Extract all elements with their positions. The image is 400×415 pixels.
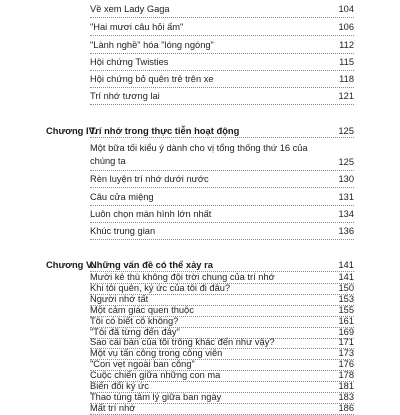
toc-entry-page: 136 (338, 226, 354, 236)
toc-entry-page: 130 (338, 174, 354, 184)
toc-entry-page: 153 (338, 293, 354, 304)
toc-entry-page: 104 (338, 4, 354, 14)
toc-entry[interactable] (90, 190, 354, 206)
chapter-title: Những vấn đề có thể xảy ra (90, 259, 213, 270)
toc-entry-title: Câu cửa miệng (90, 192, 154, 202)
toc-entry-page: 171 (338, 337, 354, 348)
toc-entry-title: Trí nhớ tương lai (90, 91, 160, 101)
toc-entry-title: Rèn luyện trí nhớ dưới nước (90, 174, 209, 184)
toc-entry-page: 106 (338, 22, 354, 32)
toc-entry-title: "Con vẹt ngoài ban công" (90, 359, 195, 370)
toc-entry-page: 112 (339, 40, 354, 50)
toc-entry-title: Một cảm giác quen thuộc (90, 304, 194, 315)
toc-entry-page: 121 (338, 91, 354, 101)
toc-entry-page: 181 (338, 381, 354, 391)
toc-entry-page: 150 (338, 282, 354, 293)
toc-entry-title: Một vụ tấn công trong công viên (90, 348, 223, 359)
toc-entry[interactable] (90, 2, 354, 18)
toc-entry-page: 183 (338, 391, 354, 402)
toc-entry-title: Thao túng tâm lý giữa ban ngày (90, 391, 222, 402)
toc-entry-title: "Lành nghề" hóa "lóng ngóng" (90, 40, 214, 50)
chapter-page: 125 (338, 125, 354, 136)
toc-entry-page: 173 (338, 348, 354, 359)
toc-entry-title: Biến đổi ký ức (90, 381, 149, 391)
toc-entry[interactable] (90, 224, 354, 240)
toc-entry-title: Khi tôi quên, ký ức của tôi đi đâu? (90, 282, 231, 293)
toc-entry-page: 155 (338, 304, 354, 315)
toc-entry-page: 161 (338, 315, 354, 326)
chapter-number: Chương V. (46, 259, 95, 270)
toc-entry-page: 118 (339, 74, 354, 84)
chapter-page: 141 (338, 259, 354, 270)
toc-entry-title: Hội chứng bỏ quên trẻ trên xe (90, 74, 214, 84)
toc-entry[interactable] (90, 72, 354, 88)
toc-entry-page: 178 (338, 370, 354, 381)
toc-entry-title: Cuộc chiến giữa những con ma (90, 370, 221, 381)
chapter-number: Chương IV. (46, 125, 97, 136)
toc-entry-page: 176 (338, 359, 354, 370)
toc-entry[interactable] (90, 89, 354, 105)
chapter-heading[interactable] (0, 123, 354, 138)
toc-entry-title: Khúc trung gian (90, 226, 156, 236)
toc-entry-page: 134 (338, 209, 354, 219)
toc-entry-title: Người nhớ tất (90, 293, 149, 304)
toc-entry[interactable] (90, 20, 354, 36)
toc-entry-page: 115 (339, 57, 354, 67)
toc-entry-title: "Tôi đã từng đến đây" (90, 326, 180, 337)
toc-entry-title: Luôn chọn màn hình lớn nhất (90, 209, 212, 219)
toc-entry-title: Một bữa tối kiểu ý dành cho vị tổng thống thứ 16 của chúng ta (90, 143, 308, 166)
toc-entry-title: Tôi có biết cô không? (90, 315, 179, 326)
toc-entry-title: Sao cái bàn của tôi trông khác đến như vậy? (90, 337, 275, 348)
toc-entry[interactable] (90, 172, 354, 188)
toc-entry[interactable] (90, 403, 354, 415)
toc-entry[interactable] (90, 38, 354, 54)
toc-entry[interactable] (90, 142, 354, 171)
toc-entry-page: 141 (338, 272, 354, 282)
toc-entry-page: 131 (338, 192, 354, 202)
toc-entry-title: Mất trí nhớ (90, 402, 136, 413)
toc-entry-page: 186 (338, 402, 354, 413)
toc-entry[interactable] (90, 207, 354, 223)
toc-entry[interactable] (90, 55, 354, 71)
chapter-heading[interactable] (0, 257, 354, 272)
toc-entry-title: Mười kẻ thù không đội trời chung của trí nhớ (90, 272, 275, 282)
chapter-title: Trí nhớ trong thực tiễn hoạt động (90, 125, 240, 136)
toc-entry-page: 169 (338, 326, 354, 337)
toc-entry-title: "Hai mươi câu hỏi ấm" (90, 22, 184, 32)
chapter-rule (90, 137, 354, 138)
toc-entry-page: 125 (338, 157, 354, 167)
toc-entry-title: Hội chứng Twisties (90, 57, 169, 67)
toc-entry-title: Về xem Lady Gaga (90, 4, 170, 14)
